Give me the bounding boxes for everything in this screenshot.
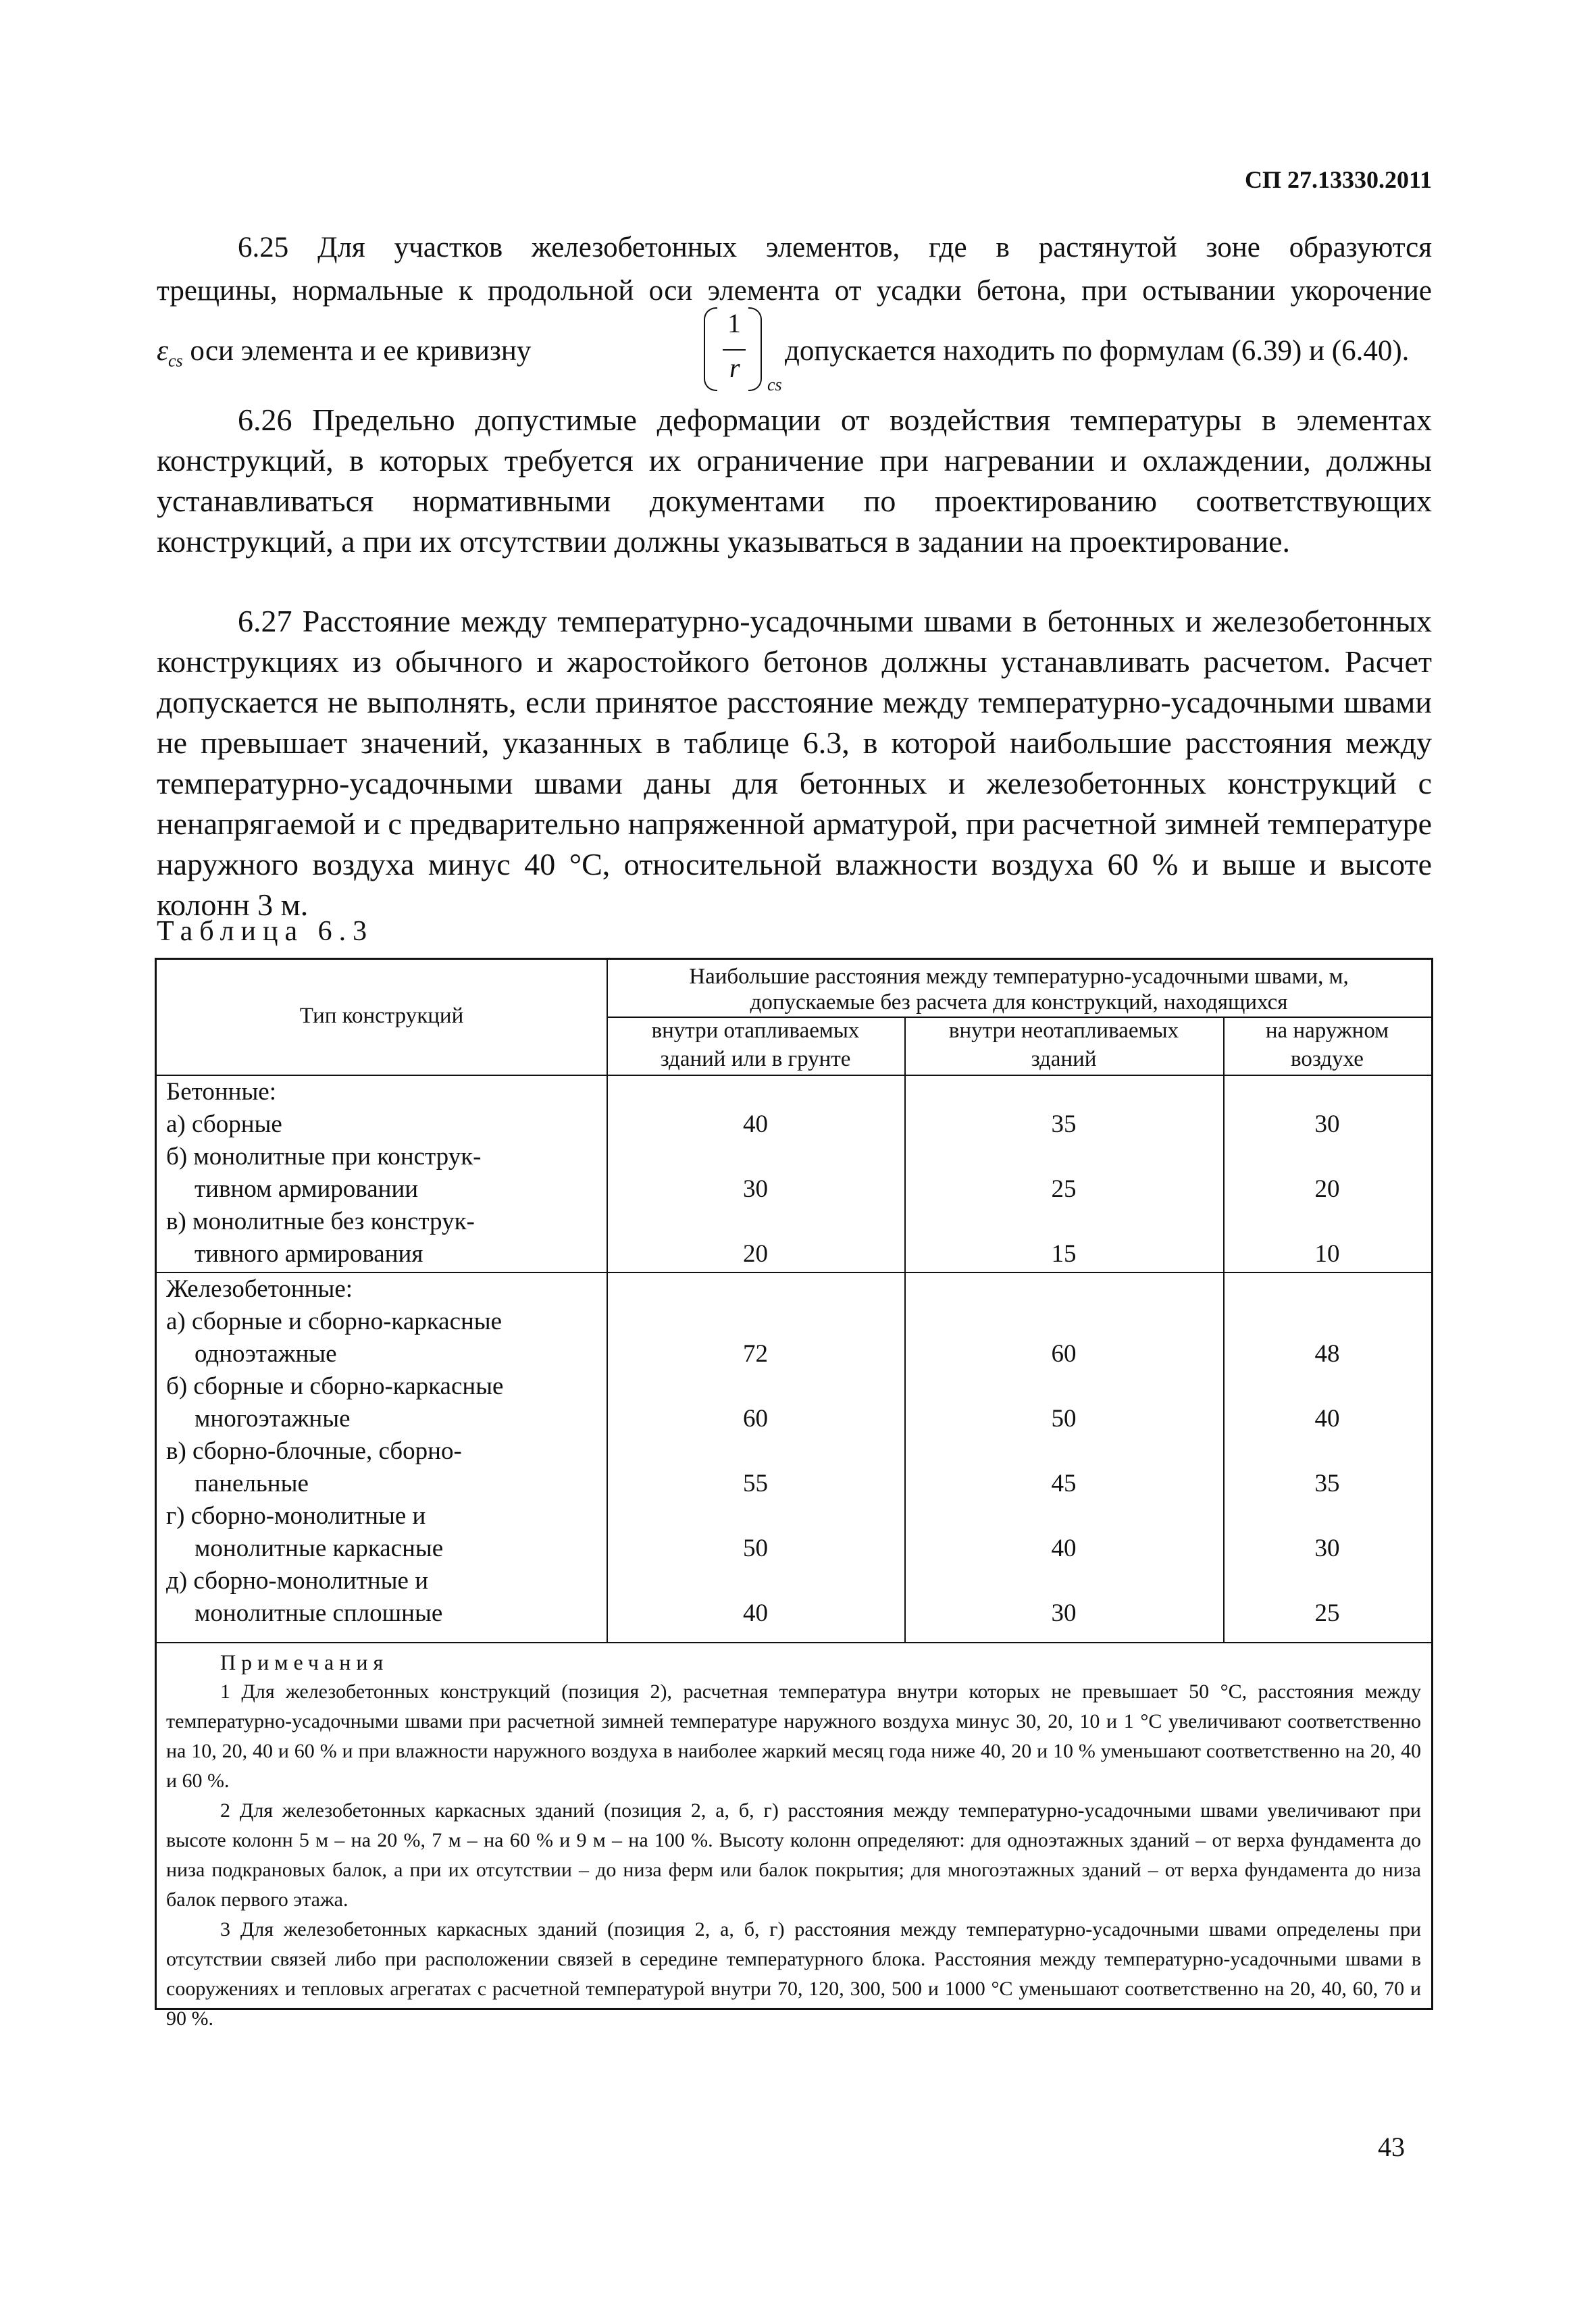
reinforced-e-outdoor: 25 [1314, 1599, 1340, 1627]
concrete-c-label2: тивного армирования [195, 1240, 423, 1268]
left-paren [704, 307, 717, 391]
reinforced-c-heated: 55 [743, 1470, 768, 1497]
concrete-c-label1: в) монолитные без конструк- [166, 1208, 475, 1235]
reinforced-e-label2: монолитные сплошные [195, 1599, 443, 1627]
concrete-a-heated: 40 [743, 1110, 768, 1138]
concrete-title: Бетонные: [166, 1078, 277, 1106]
header-heated-line1: внутри отапливаемых [651, 1019, 860, 1043]
note-2: 2 Для железобетонных каркасных зданий (позиция 2, а, б, г) расстояния между температурно-усадочными швами увеличивают при высоте колонн 5 м – на 20 %, 7 м – на 60 % и 9 м – на 100 %. Высоту колонн определяют: для одноэтажных зданий – от верха фундамента до низа подкрановых балок, а при их отсутствии – до низа ферм или балок покрытия; для многоэтажных зданий – от верха фундамента до низа балок первого этажа. [166, 1799, 1421, 1911]
header-group-line2: допускаемые без расчета для конструкций, находящихся [750, 990, 1288, 1014]
formula-text-left [157, 334, 531, 371]
concrete-a-unheated: 35 [1051, 1110, 1077, 1138]
concrete-a-label: а) сборные [166, 1110, 282, 1138]
reinforced-b-heated: 60 [743, 1405, 768, 1433]
reinforced-a-label2: одноэтажные [195, 1340, 337, 1368]
concrete-b-outdoor: 20 [1314, 1175, 1340, 1203]
page-number: 43 [1378, 2132, 1405, 2162]
reinforced-a-outdoor: 48 [1314, 1340, 1340, 1368]
concrete-c-outdoor: 10 [1314, 1240, 1340, 1268]
reinforced-d-label2: монолитные каркасные [195, 1535, 444, 1562]
reinforced-c-unheated: 45 [1051, 1470, 1077, 1497]
right-paren [748, 307, 762, 391]
concrete-c-unheated: 15 [1051, 1240, 1077, 1268]
reinforced-b-label1: б) сборные и сборно-каркасные [166, 1372, 504, 1400]
formula-text-left-label: оси элемента и ее кривизну [190, 335, 532, 367]
reinforced-c-label1: в) сборно-блочные, сборно- [166, 1437, 462, 1465]
reinforced-e-label1: д) сборно-монолитные и [166, 1567, 429, 1595]
reinforced-c-outdoor: 35 [1314, 1470, 1340, 1497]
table-notes [166, 1647, 1421, 2034]
grid-line [157, 1075, 1431, 1076]
section-6-25-line1: 6.25 Для участков железобетонных элементов, где в растянутой зоне образуются [238, 232, 1432, 263]
reinforced-b-outdoor: 40 [1314, 1405, 1340, 1433]
fraction-numerator: 1 [727, 308, 741, 338]
reinforced-d-outdoor: 30 [1314, 1535, 1340, 1562]
concrete-c-heated: 20 [743, 1240, 768, 1268]
reinforced-a-unheated: 60 [1051, 1340, 1077, 1368]
reinforced-d-unheated: 40 [1051, 1535, 1077, 1562]
curvature-fraction [697, 307, 782, 395]
section-6-25-line2: трещины, нормальные к продольной оси элемента от усадки бетона, при остывании укорочение [157, 275, 1432, 307]
concrete-b-label2: тивном армировании [195, 1175, 419, 1203]
note-1: 1 Для железобетонных конструкций (позиция 2), расчетная температура внутри которых не превышает 50 °С, расстояния между температурно-усадочными швами при расчетной зимней температуре наружного воздуха минус 30, 20, 10 и 1 °С увеличивают соответственно на 10, 20, 40 и 60 % и при влажности наружного воздуха в наиболее жаркий месяц года ниже 40, 20 и 10 % уменьшают соответственно на 20, 40 и 60 %. [166, 1680, 1421, 1792]
header-type: Тип конструкций [299, 1004, 464, 1028]
concrete-b-heated: 30 [743, 1175, 768, 1203]
document-code: СП 27.13330.2011 [1244, 166, 1432, 193]
notes-heading: Примечания [220, 1650, 389, 1674]
reinforced-c-label2: панельные [195, 1470, 309, 1497]
section-6-25-formula-line [157, 307, 1432, 402]
header-group-line1: Наибольшие расстояния между температурно-усадочными швами, м, [689, 965, 1349, 989]
formula-text-right: допускается находить по формулам (6.39) и (6.40). [785, 335, 1410, 367]
reinforced-a-label1: а) сборные и сборно-каркасные [166, 1308, 503, 1335]
epsilon-cs-symbol: $\varepsilon_{cs}$ [157, 335, 183, 371]
header-unheated-line2: зданий [1031, 1047, 1097, 1071]
concrete-a-outdoor: 30 [1314, 1110, 1340, 1138]
reinforced-b-label2: многоэтажные [195, 1405, 351, 1433]
reinforced-title: Железобетонные: [166, 1275, 353, 1303]
section-6-25 [157, 226, 1432, 313]
section-6-26: 6.26 Предельно допустимые деформации от воздействия температуры в элементах конструкций, в которых требуется их ограничение при нагревании и охлаждении, должны устанавливаться нормативными документами по проектированию соответствующих конструкций, а при их отсутствии должны указываться в задании на проектирование. [157, 403, 1432, 559]
table-6-3 [155, 958, 1433, 2030]
reinforced-e-unheated: 30 [1051, 1599, 1077, 1627]
reinforced-d-heated: 50 [743, 1535, 768, 1562]
note-3: 3 Для железобетонных каркасных зданий (позиция 2, а, б, г) расстояния между температурно-усадочными швами определены при отсутствии связей либо при расположении связей в середине температурного блока. Расстояния между температурно-усадочными швами в сооружениях и тепловых агрегатах с расчетной температурой внутри 70, 120, 300, 500 и 1000 °С уменьшают соответственно на 20, 40, 60, 70 и 90 %. [166, 1918, 1421, 2030]
concrete-b-unheated: 25 [1051, 1175, 1077, 1203]
header-outdoor-line2: воздухе [1291, 1047, 1364, 1071]
header-unheated-line1: внутри неотапливаемых [948, 1019, 1179, 1043]
table-caption: Таблица 6.3 [157, 916, 374, 947]
fraction-subscript: cs [767, 375, 782, 394]
grid-line [157, 1642, 1431, 1643]
reinforced-d-label1: г) сборно-монолитные и [166, 1502, 426, 1530]
header-outdoor-line1: на наружном [1265, 1019, 1389, 1043]
reinforced-a-heated: 72 [743, 1340, 768, 1368]
fraction-bar [723, 349, 746, 351]
fraction-denominator: r [729, 353, 740, 383]
header-heated-line2: зданий или в грунте [660, 1047, 851, 1071]
section-6-27: 6.27 Расстояние между температурно-усадочными швами в бетонных и железобетонных конструкциях из обычного и жаростойкого бетонов должны устанавливать расчетом. Расчет допускается не выполнять, если принятое расстояние между температурно-усадочными швами не превышает значений, указанных в таблице 6.3, в которой наибольшие расстояния между температурно-усадочными швами даны для бетонных и железобетонных конструкций с ненапрягаемой и с предварительно напряженной арматурой, при расчетной зимней температуре наружного воздуха минус 40 °С, относительной влажности воздуха 60 % и выше и высоте колонн 3 м. [157, 604, 1432, 922]
concrete-b-label1: б) монолитные при конструк- [166, 1143, 482, 1171]
reinforced-b-unheated: 50 [1051, 1405, 1077, 1433]
reinforced-e-heated: 40 [743, 1599, 768, 1627]
